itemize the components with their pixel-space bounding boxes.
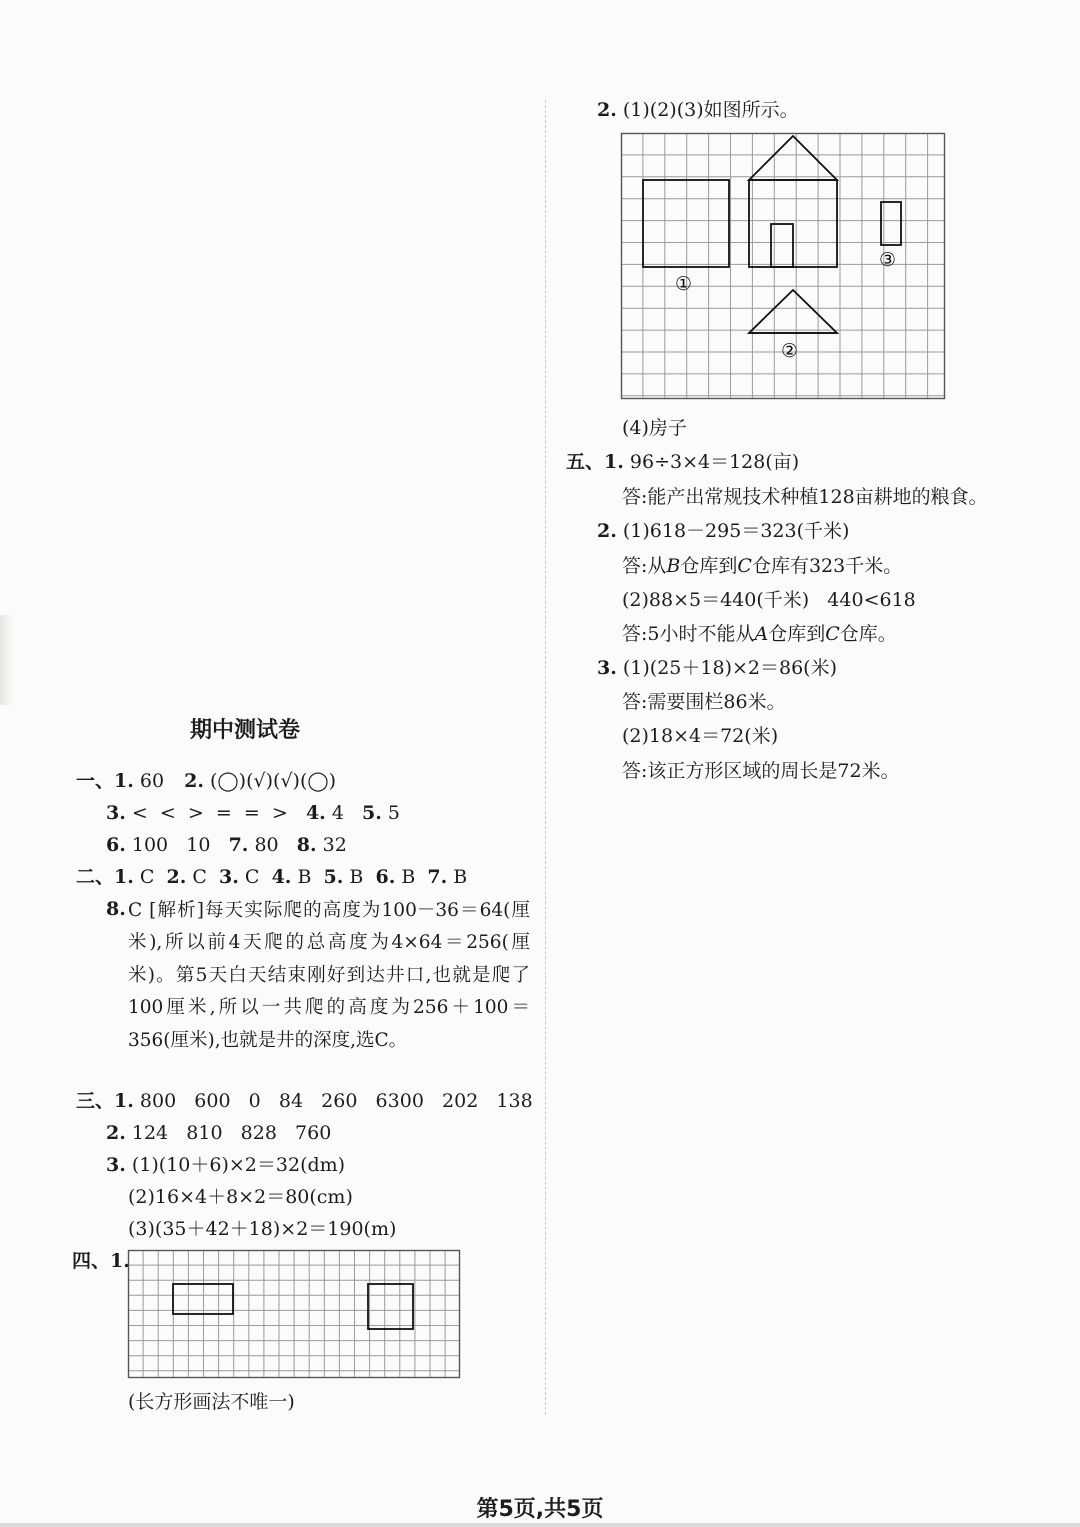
q-number: 2.	[166, 866, 187, 888]
answer-text: (1)618－295＝323(千米)	[616, 520, 850, 542]
answer-text: C	[186, 866, 207, 888]
answer-text: 5	[381, 802, 401, 824]
variable: B	[666, 555, 681, 577]
drawing-note: (长方形画法不唯一)	[128, 1391, 295, 1413]
answer-text: 100 10	[125, 834, 211, 856]
label-shape-3: ③	[879, 249, 897, 271]
part-5-a1: 答:能产出常规技术种植128亩耕地的粮食。	[622, 486, 988, 508]
answer-text: B	[291, 866, 312, 888]
q-number: 3.	[106, 1154, 126, 1176]
q-number: 7.	[228, 834, 249, 856]
part-5-q2	[597, 518, 849, 544]
answer-text: B	[447, 866, 468, 888]
q-number: 6.	[375, 866, 396, 888]
answer-text: 仓库有323千米。	[751, 555, 903, 577]
grid-diagram-house	[621, 133, 945, 399]
q-number: 2.	[106, 1122, 126, 1144]
answer-text: B	[395, 866, 416, 888]
house-roof	[749, 136, 837, 180]
q-number: 3.	[597, 657, 617, 679]
part-5-marker: 五、	[566, 451, 605, 473]
part-5-a2-2	[622, 621, 897, 647]
part-3-line-3	[106, 1152, 345, 1178]
answer-text: B	[343, 866, 364, 888]
variable: C	[825, 623, 840, 645]
part-2-line-1	[76, 864, 467, 890]
part-1-line-3	[106, 832, 347, 858]
q-number: 1.	[110, 1250, 130, 1272]
answer-text: 96÷3×4＝128(亩)	[623, 451, 800, 473]
q-number: 1.	[114, 1090, 134, 1112]
section-title: 期中测试卷	[190, 718, 301, 743]
answer-text: 仓库。	[839, 623, 897, 645]
part-5-q2-2: (2)88×5＝440(千米) 440<618	[622, 589, 916, 611]
part-5-q1	[566, 449, 799, 475]
answer-text: 答:5小时不能从	[622, 623, 755, 645]
part-1-line-1	[76, 768, 336, 794]
q8-number-wrap	[106, 896, 126, 922]
answer-text: 80	[248, 834, 279, 856]
answer-text: C	[238, 866, 260, 888]
part-3-marker: 三、	[76, 1090, 115, 1112]
shape-1-rectangle	[643, 180, 729, 267]
q-number: 4.	[271, 866, 292, 888]
column-divider	[545, 100, 546, 1415]
part-5-a3-2: 答:该正方形区域的周长是72米。	[622, 760, 900, 782]
q8-explanation: C [解析]每天实际爬的高度为100－36＝64(厘米),所以前4天爬的总高度为4×64＝256(厘米)。第5天白天结束刚好到达井口,也就是爬了100厘米,所以一共爬的高度为256＋100＝356(厘米),也就是井的深度,选C。	[128, 900, 530, 1051]
page-footer: 第5页,共5页	[476, 1497, 604, 1522]
answer-text: 仓库到	[680, 555, 738, 577]
q2-header	[597, 97, 799, 123]
q-number: 1.	[604, 451, 624, 473]
q-number: 3.	[219, 866, 239, 888]
q-number: 2.	[597, 99, 617, 121]
part-5-q3-2: (2)18×4＝72(米)	[622, 725, 779, 747]
variable: C	[737, 555, 752, 577]
part-1-line-2	[106, 800, 400, 826]
label-shape-2: ②	[781, 340, 799, 362]
part-1-marker: 一、	[76, 770, 115, 792]
scan-edge-shadow	[0, 615, 14, 705]
answer-text: 答:从	[622, 555, 667, 577]
q-number: 3.	[106, 802, 126, 824]
q-number: 6.	[106, 834, 126, 856]
part-5-a3-1: 答:需要围栏86米。	[622, 691, 786, 713]
answer-text: 124 810 828 760	[125, 1122, 332, 1144]
part-4-marker: 四、	[72, 1250, 111, 1272]
answer-text: 32	[316, 834, 347, 856]
part-3-line-2	[106, 1120, 331, 1146]
q8-number: 8.	[106, 898, 126, 920]
shape-2-triangle	[749, 290, 837, 333]
q-number: 5.	[362, 802, 382, 824]
answer-text: (1)(2)(3)如图所示。	[616, 99, 799, 121]
answer-text: (◯)(√)(√)(◯)	[203, 770, 337, 792]
answer-text: 仓库到	[768, 623, 826, 645]
answer-text: (1)(10＋6)×2＝32(dm)	[125, 1154, 346, 1176]
q-number: 7.	[427, 866, 448, 888]
part-3-line-5: (3)(35＋42＋18)×2＝190(m)	[128, 1218, 397, 1240]
answer-text: < < > = = >	[125, 802, 288, 824]
answer-text: C	[133, 866, 155, 888]
part-5-a2-1	[622, 553, 902, 579]
part-3-line-4: (2)16×4＋8×2＝80(cm)	[128, 1186, 353, 1208]
q-number: 5.	[323, 866, 344, 888]
part-5-q3	[597, 655, 837, 681]
square-shape	[368, 1284, 413, 1329]
q-number: 2.	[184, 770, 204, 792]
answer-text: 60	[133, 770, 165, 792]
q-number: 1.	[114, 866, 134, 888]
bottom-edge	[0, 1523, 1080, 1527]
answer-text: 800 600 0 84 260 6300 202 138	[133, 1090, 533, 1112]
part-2-marker: 二、	[76, 866, 115, 888]
answer-text: (1)(25＋18)×2＝86(米)	[616, 657, 837, 679]
label-shape-1: ①	[675, 273, 693, 295]
grid-diagram-rectangles	[128, 1250, 460, 1378]
answer-text: 4	[325, 802, 344, 824]
part-3-line-1	[76, 1088, 533, 1114]
part-4-line-1	[72, 1248, 130, 1274]
q-number: 4.	[305, 802, 326, 824]
variable: A	[754, 623, 769, 645]
q-number: 8.	[296, 834, 317, 856]
q2-part-4: (4)房子	[622, 417, 687, 439]
q-number: 2.	[597, 520, 617, 542]
q-number: 1.	[114, 770, 134, 792]
